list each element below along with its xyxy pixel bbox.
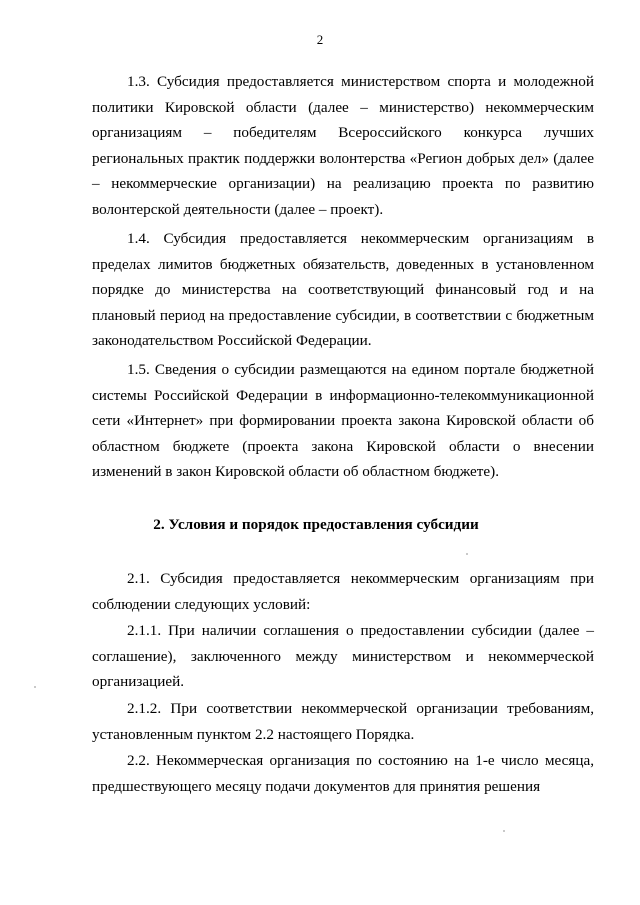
page-number: 2 xyxy=(316,32,324,47)
scan-speck xyxy=(503,830,505,832)
scan-speck xyxy=(34,686,36,688)
paragraph-2-1: 2.1. Субсидия предоставляется некоммерческим организациям при соблюдении следующих условий: xyxy=(92,570,594,613)
paragraph-1-5: 1.5. Сведения о субсидии размещаются на едином портале бюджетной системы Российской Федерации в информационно-телекоммуникационной сети «Интернет» при формировании проекта закона Кировской области об областном бюджете (проекта закона Кировской области о внесении изменений в закон Кировской области об областном бюджете). xyxy=(92,361,594,480)
paragraph-1-3: 1.3. Субсидия предоставляется министерством спорта и молодежной политики Кировской области (далее – министерство) некоммерческим организациям – победителям Всероссийского конкурса лучших региональных практик поддержки волонтерства «Регион добрых дел» (далее – некоммерческие организации) на реализацию проекта по развитию волонтерской деятельности (далее – проект). xyxy=(92,73,594,218)
section-heading xyxy=(0,512,640,537)
paragraph-2-2: 2.2. Некоммерческая организация по состоянию на 1-е число месяца, предшествующего месяцу подачи документов для принятия решения xyxy=(92,752,594,795)
section-heading-text: 2. Условия и порядок предоставления субсидии xyxy=(153,516,479,533)
paragraph-2-1-1: 2.1.1. При наличии соглашения о предоставлении субсидии (далее – соглашение), заключенного между министерством и некоммерческой организацией. xyxy=(92,622,594,690)
scan-speck xyxy=(466,553,468,555)
paragraph-2-1-2: 2.1.2. При соответствии некоммерческой организации требованиям, установленным пунктом 2.2 настоящего Порядка. xyxy=(92,700,594,743)
paragraph-1-4: 1.4. Субсидия предоставляется некоммерческим организациям в пределах лимитов бюджетных обязательств, доведенных в установленном порядке до министерства на соответствующий финансовый год и на плановый период на предоставление субсидии, в соответствии с бюджетным законодательством Российской Федерации. xyxy=(92,230,594,349)
